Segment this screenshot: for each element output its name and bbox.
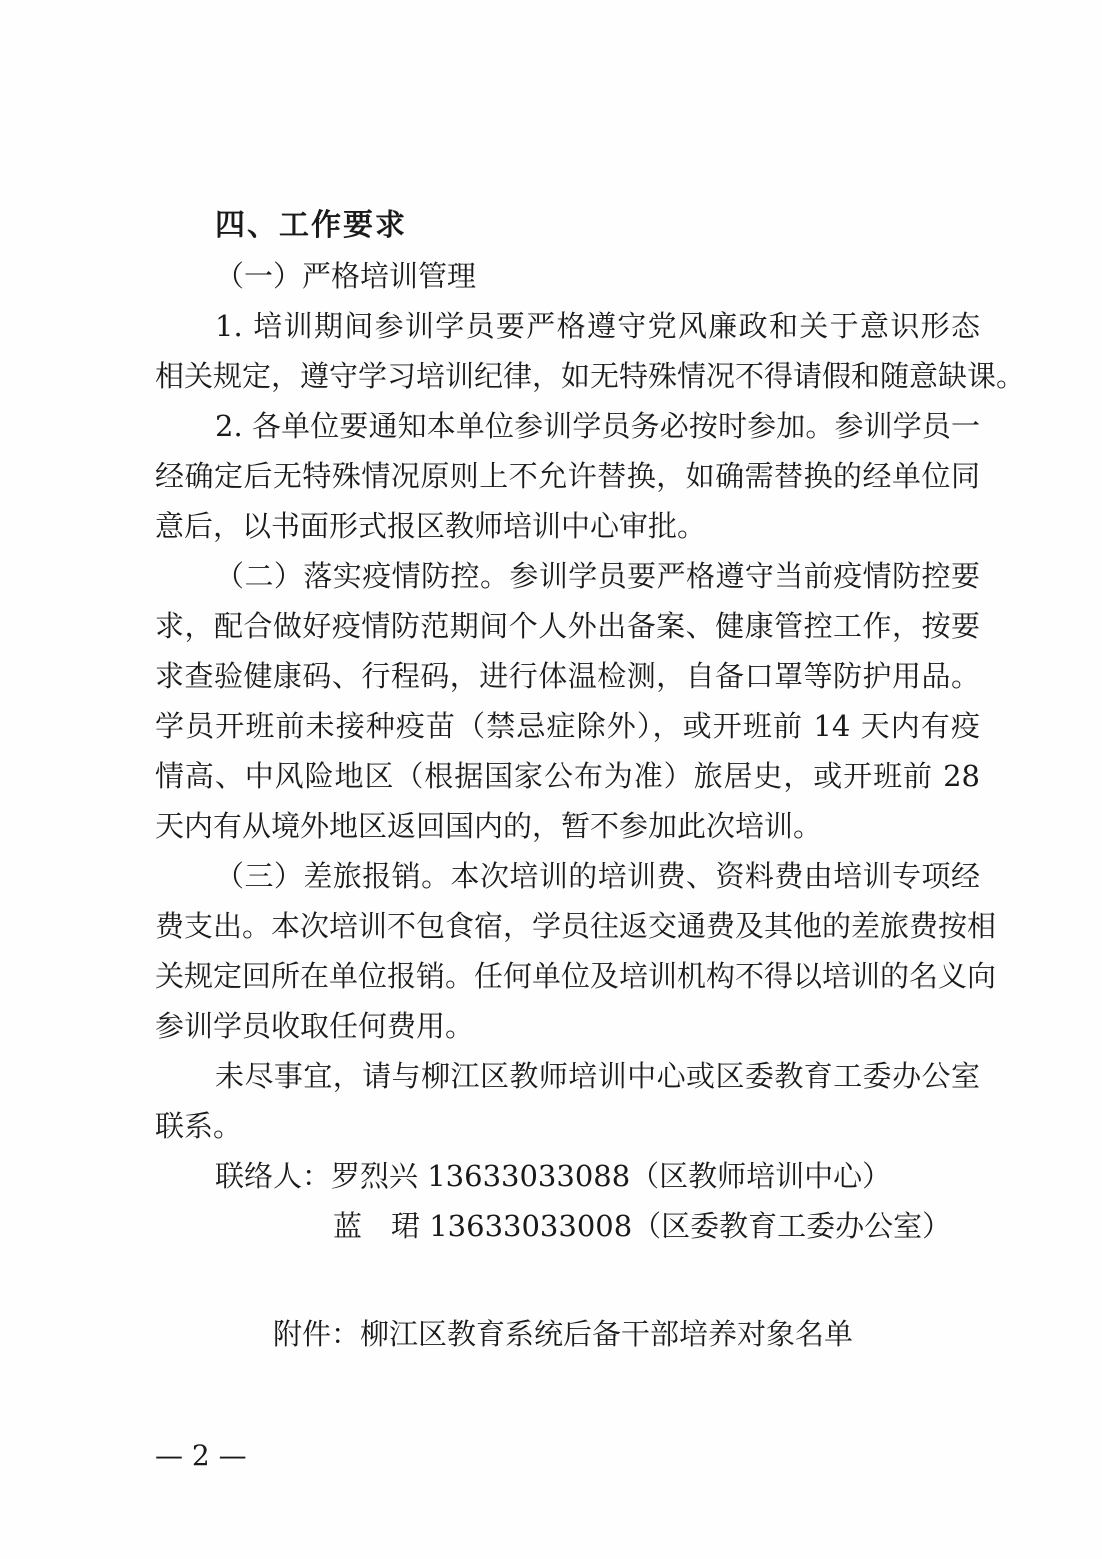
paragraph-line: 相关规定，遵守学习培训纪律，如无特殊情况不得请假和随意缺课。 [155,359,1026,393]
paragraph-line: 意后，以书面形式报区教师培训中心审批。 [155,509,707,543]
paragraph-line: 求，配合做好疫情防范期间个人外出备案、健康管控工作，按要 [155,609,980,643]
contact-line: 联络人：罗烈兴 13633033088（区教师培训中心） [215,1159,892,1193]
paragraph-line: 2. 各单位要通知本单位参训学员务必按时参加。参训学员一 [215,409,980,443]
paragraph-line: 未尽事宜，请与柳江区教师培训中心或区委教育工委办公室 [215,1059,980,1093]
paragraph-line: 关规定回所在单位报销。任何单位及培训机构不得以培训的名义向 [155,959,997,993]
paragraph-line: （二）落实疫情防控。参训学员要严格遵守当前疫情防控要 [215,559,980,593]
section-heading: 四、工作要求 [215,208,407,243]
page-number: — 2 — [155,1439,247,1472]
paragraph-line: 费支出。本次培训不包食宿，学员往返交通费及其他的差旅费按相 [155,909,997,943]
subsection-title: （一）严格培训管理 [215,259,477,293]
paragraph-line: 求查验健康码、行程码，进行体温检测，自备口罩等防护用品。 [155,659,980,693]
paragraph-line: 参训学员收取任何费用。 [155,1009,475,1043]
paragraph-line: 学员开班前未接种疫苗（禁忌症除外），或开班前 14 天内有疫 [155,709,980,743]
attachment-line: 附件：柳江区教育系统后备干部培养对象名单 [273,1317,854,1351]
contact-line: 蓝 珺 13633033008（区委教育工委办公室） [333,1209,952,1243]
paragraph-line: （三）差旅报销。本次培训的培训费、资料费由培训专项经 [215,859,980,893]
paragraph-line: 经确定后无特殊情况原则上不允许替换，如确需替换的经单位同 [155,459,980,493]
paragraph-line: 1. 培训期间参训学员要严格遵守党风廉政和关于意识形态 [215,309,980,343]
paragraph-line: 情高、中风险地区（根据国家公布为准）旅居史，或开班前 28 [155,759,980,793]
paragraph-line: 联系。 [155,1109,243,1143]
paragraph-line: 天内有从境外地区返回国内的，暂不参加此次培训。 [155,809,823,843]
